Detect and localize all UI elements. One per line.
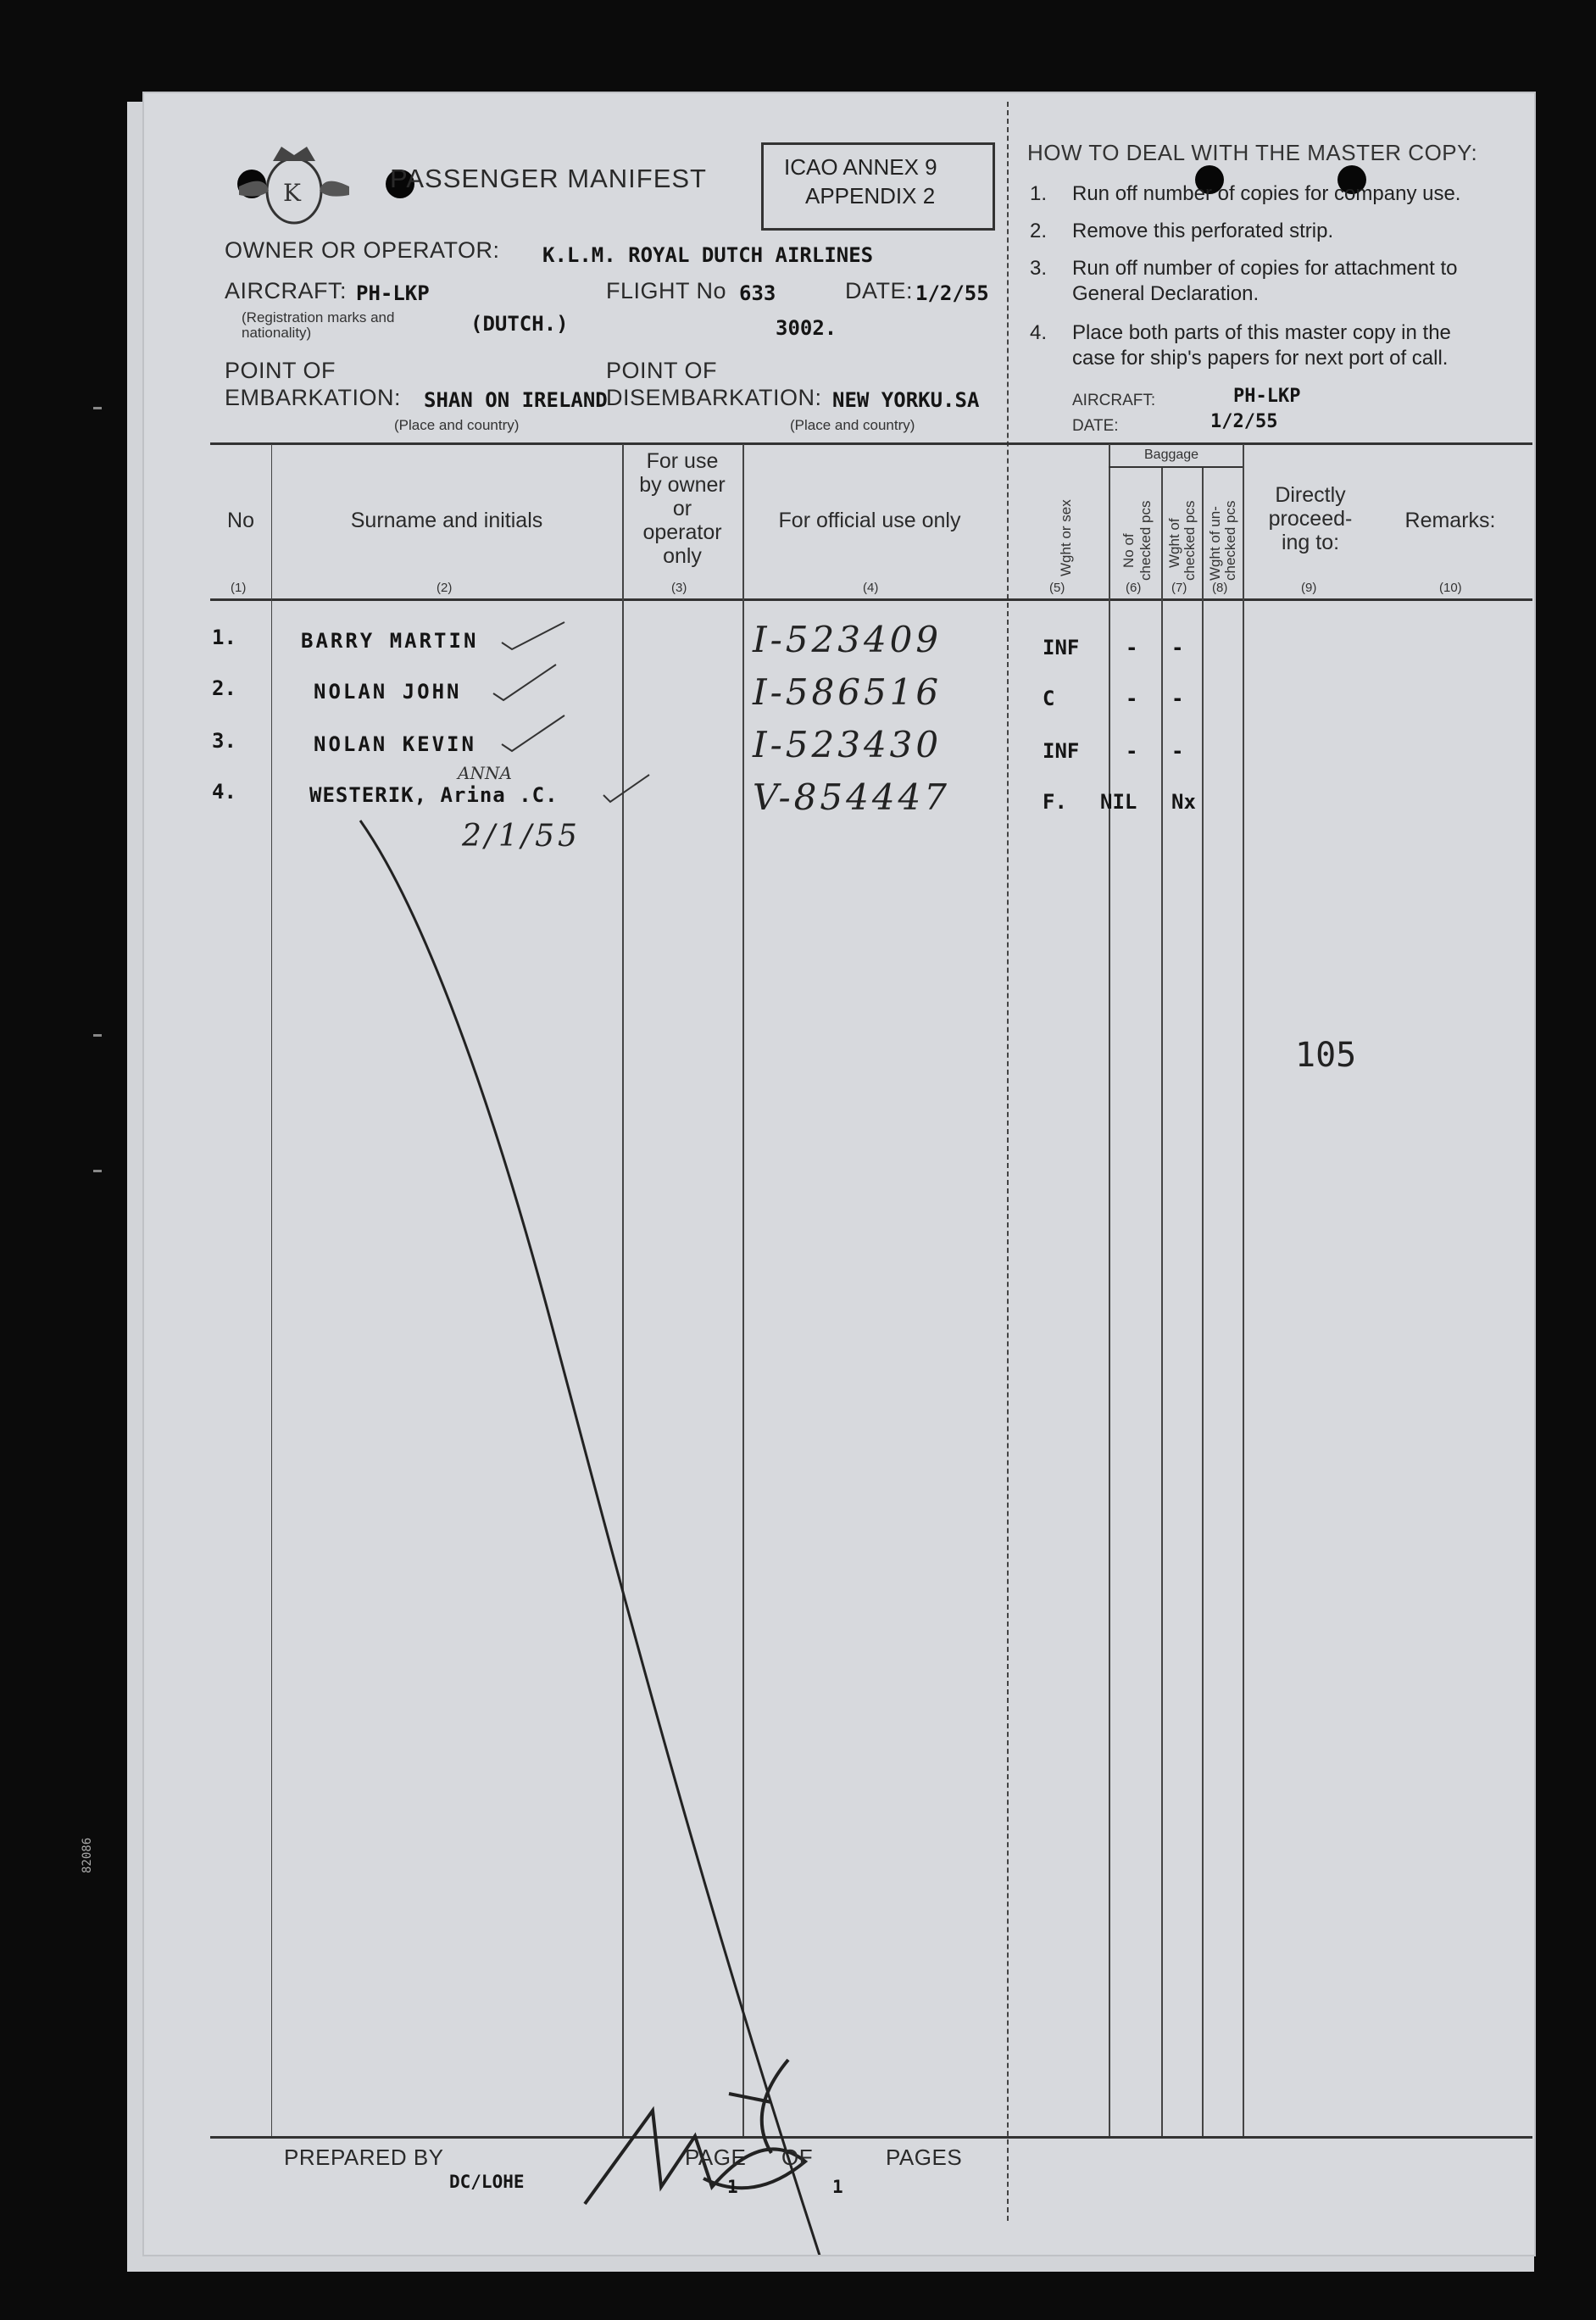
col-num-6: (6) — [1126, 581, 1142, 595]
row-4-annotation: ANNA — [458, 763, 512, 783]
col-header-directly-3: ing to: — [1281, 531, 1340, 554]
col-num-3: (3) — [671, 581, 687, 595]
col-header-wght-unchecked-1: Wght of un- — [1207, 506, 1223, 581]
strip-date-value: 1/2/55 — [1210, 411, 1278, 432]
row-4-wght-sex: F. — [1043, 790, 1067, 814]
margin-marks — [93, 407, 110, 1594]
instruction-3-num: 3. — [1030, 257, 1048, 280]
col-num-7: (7) — [1171, 581, 1187, 595]
instruction-4-text: Place both parts of this master copy in the — [1072, 321, 1451, 344]
pages-label: PAGES — [886, 2145, 963, 2170]
strip-aircraft-value: PH-LKP — [1233, 386, 1301, 407]
row-2-pcs: - — [1126, 687, 1138, 710]
row-1-wght-sex: INF — [1043, 636, 1080, 659]
col-header-remarks: Remarks: — [1404, 509, 1496, 532]
row-4-pcs: NIL — [1100, 790, 1137, 814]
instruction-2-text: Remove this perforated strip. — [1072, 220, 1334, 242]
row-4-name: WESTERIK, Arina .C. — [309, 783, 559, 807]
row-1-official: I-523409 — [753, 619, 943, 660]
embark-label-2: EMBARKATION: — [225, 385, 402, 410]
embark-label-1: POINT OF — [225, 358, 336, 383]
embark-place-note: (Place and country) — [394, 417, 520, 433]
col-header-weight-sex: Wght or sex — [1058, 499, 1074, 576]
col-num-4: (4) — [863, 581, 879, 595]
svg-text:K: K — [283, 179, 301, 207]
col-header-official: For official use only — [778, 509, 961, 532]
col-header-checked-pcs-1: No of — [1121, 533, 1137, 568]
col-header-no: No — [227, 509, 254, 532]
page-value: 1 — [727, 2177, 738, 2197]
registration-note: (Registration marks and nationality) — [242, 309, 395, 341]
manifest-page — [144, 93, 1534, 2255]
row-2-name: NOLAN JOHN — [314, 680, 462, 704]
row-2-wght-sex: C — [1043, 687, 1055, 710]
row-1-name: BARRY MARTIN — [301, 629, 479, 653]
manifest-title: PASSENGER MANIFEST — [390, 164, 707, 193]
disembark-value: NEW YORKU.SA — [832, 388, 980, 412]
strip-date-label: DATE: — [1072, 417, 1119, 435]
row-4-wght: Nx — [1171, 790, 1196, 814]
instruction-2-num: 2. — [1030, 220, 1048, 242]
row-4-no: 4. — [212, 780, 236, 804]
icao-appendix: APPENDIX 2 — [805, 183, 936, 209]
icao-annex: ICAO ANNEX 9 — [784, 154, 937, 180]
row-1-pcs: - — [1126, 636, 1138, 659]
row-1-no: 1. — [212, 626, 236, 649]
preparer-value: DC/LOHE — [449, 2172, 525, 2192]
col-num-2: (2) — [437, 581, 453, 595]
date-label: DATE: — [845, 278, 914, 303]
page-label: PAGE — [685, 2145, 747, 2170]
of-label: OF — [781, 2145, 814, 2170]
of-value: 1 — [832, 2177, 843, 2197]
disembark-label-1: POINT OF — [606, 358, 718, 383]
margin-stamp: 82086 — [81, 1837, 94, 1873]
row-3-no: 3. — [212, 729, 236, 753]
row-3-wght-sex: INF — [1043, 739, 1080, 763]
col-num-9: (9) — [1301, 581, 1317, 595]
flight-value-2: 3002. — [776, 316, 837, 340]
col-num-10: (10) — [1439, 581, 1462, 595]
col-header-directly-1: Directly — [1275, 483, 1346, 507]
instruction-3-text-2: General Declaration. — [1072, 282, 1260, 305]
aircraft-label: AIRCRAFT: — [225, 278, 348, 303]
instruction-3-text: Run off number of copies for attachment to — [1072, 257, 1458, 280]
instructions-title: HOW TO DEAL WITH THE MASTER COPY: — [1027, 140, 1478, 165]
row-3-pcs: - — [1126, 739, 1138, 763]
nationality-value: (DUTCH.) — [470, 312, 569, 336]
col-header-owner-use-5: only — [663, 544, 702, 568]
signature — [551, 2043, 856, 2212]
col-num-5: (5) — [1049, 581, 1065, 595]
date-value: 1/2/55 — [915, 281, 989, 305]
strip-aircraft-label: AIRCRAFT: — [1072, 392, 1156, 409]
col-header-baggage: Baggage — [1144, 448, 1199, 462]
col-header-checked-pcs-2: checked pcs — [1137, 500, 1154, 581]
row-4-date: 2/1/55 — [462, 819, 581, 854]
col-header-surname: Surname and initials — [350, 509, 543, 532]
row-2-wght: - — [1171, 687, 1184, 710]
row-2-official: I-586516 — [753, 671, 943, 713]
col-num-1: (1) — [231, 581, 247, 595]
disembark-place-note: (Place and country) — [790, 417, 915, 433]
row-4-official: V-854447 — [753, 776, 950, 818]
instruction-1-num: 1. — [1030, 182, 1048, 205]
row-3-wght: - — [1171, 739, 1184, 763]
owner-label: OWNER OR OPERATOR: — [225, 237, 500, 263]
row-3-name: NOLAN KEVIN — [314, 732, 476, 756]
col-header-wght-checked-1: Wght of — [1166, 518, 1182, 568]
col-header-owner-use-3: or — [672, 497, 692, 520]
owner-value: K.L.M. ROYAL DUTCH AIRLINES — [542, 243, 874, 267]
col-header-owner-use-2: by owner — [639, 473, 726, 497]
col-header-wght-unchecked-2: checked pcs — [1222, 500, 1238, 581]
embark-value: SHAN ON IRELAND — [424, 388, 608, 412]
instruction-4-text-2: case for ship's papers for next port of call. — [1072, 347, 1449, 370]
row-1-wght: - — [1171, 636, 1184, 659]
row-2-no: 2. — [212, 676, 236, 700]
instruction-1-text: Run off number of copies for company use. — [1072, 182, 1461, 205]
col-header-owner-use-4: operator — [642, 520, 722, 544]
flight-label: FLIGHT No — [606, 278, 727, 303]
prepared-by-label: PREPARED BY — [284, 2145, 444, 2170]
flight-value: 633 — [739, 281, 776, 305]
col-num-8: (8) — [1212, 581, 1228, 595]
disembark-label-2: DISEMBARKATION: — [606, 385, 822, 410]
page-stamp-number: 105 — [1295, 1036, 1357, 1075]
col-header-wght-checked-2: checked pcs — [1182, 500, 1198, 581]
aircraft-value: PH-LKP — [356, 281, 430, 305]
col-header-directly-2: proceed- — [1268, 507, 1353, 531]
instruction-4-num: 4. — [1030, 321, 1048, 344]
col-header-owner-use-1: For use — [646, 449, 719, 473]
pen-stroke-line — [144, 93, 1534, 2255]
row-3-official: I-523430 — [753, 724, 943, 765]
